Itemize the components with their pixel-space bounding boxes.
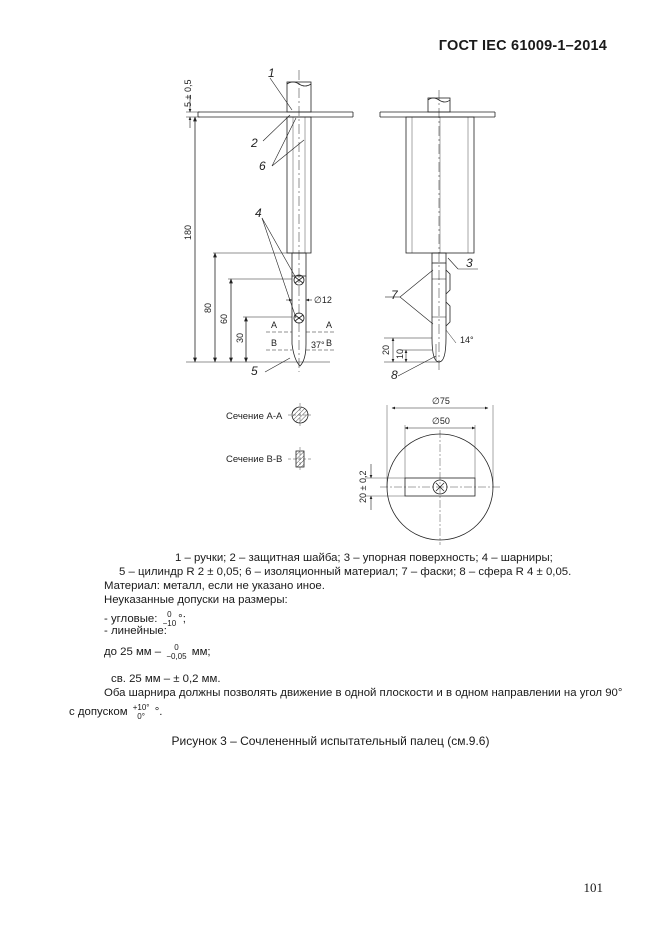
callout-5: 5: [251, 364, 258, 378]
dim-ang37-label: 37°: [311, 340, 325, 350]
dim-10-label: 10: [395, 348, 405, 359]
tolerance-suffix: °.: [154, 706, 163, 719]
tolerance-fraction: [133, 703, 150, 721]
dim-gap-label: 5 ± 0,5: [183, 79, 193, 107]
angular-lower: −10: [162, 619, 177, 628]
tolerance-lower: 0°: [137, 712, 145, 721]
section-a-right: A: [326, 320, 333, 330]
callout-8: 8: [391, 368, 398, 382]
tolerance-prefix: с допуском: [69, 706, 128, 719]
tolerance-heading: Неуказанные допуски на размеры:: [104, 594, 288, 606]
section-aa: [288, 403, 312, 427]
dim-dia50-label: ∅50: [432, 416, 450, 426]
angular-upper: 0: [167, 610, 172, 619]
callout-7: 7: [391, 288, 398, 302]
hinge-note: Оба шарнира должны позволять движение в одной плоскости и в одном направлении на угол 90°: [104, 687, 623, 699]
dim-w20-label: 20 ± 0,2: [358, 470, 368, 503]
figure-caption: Рисунок 3 – Сочлененный испытательный палец (см.9.6): [171, 734, 490, 748]
dim-180-label: 180: [183, 224, 193, 240]
upto25-lower: −0,05: [166, 652, 187, 661]
section-bb-label: Сечение B-B: [226, 454, 283, 465]
dim-80-label: 80: [203, 302, 213, 313]
dim-dia75-label: ∅75: [432, 396, 450, 406]
dim-60-label: 60: [219, 313, 229, 324]
section-aa-label: Сечение A-A: [226, 411, 283, 422]
dim-dia12-label: ∅12: [314, 295, 332, 305]
linear-label: - линейные:: [104, 625, 167, 637]
section-a-left: A: [271, 320, 278, 330]
section-b-right: B: [326, 338, 333, 348]
callout-1: 1: [268, 66, 275, 80]
dim-20-label: 20: [381, 344, 391, 355]
upto25-label: до 25 мм –: [104, 646, 162, 659]
section-bb: [288, 447, 312, 471]
over25-tolerance: св. 25 мм – ± 0,2 мм.: [111, 673, 221, 685]
upto25-upper: 0: [174, 643, 179, 652]
legend-line-1: 1 – ручки; 2 – защитная шайба; 3 – упорная поверхность; 4 – шарниры;: [175, 552, 553, 564]
upto25-tolerance: [104, 643, 211, 661]
side-view: [380, 90, 495, 376]
dim-ang14-label: 14°: [460, 335, 474, 345]
section-b-left: B: [271, 338, 278, 348]
hinge-tolerance: [69, 703, 162, 721]
callout-3: 3: [466, 256, 473, 270]
guard-plan-view: [365, 405, 500, 545]
angular-suffix: °;: [178, 613, 186, 626]
callout-4: 4: [255, 206, 262, 220]
tolerance-upper: +10°: [132, 703, 150, 712]
material-note: Материал: металл, если не указано иное.: [104, 580, 325, 592]
document-header: ГОСТ IEC 61009-1–2014: [438, 38, 607, 54]
legend-line-2: 5 – цилиндр R 2 ± 0,05; 6 – изоляционный материал; 7 – фаски; 8 – сфера R 4 ± 0,05.: [119, 566, 572, 578]
callout-6: 6: [259, 159, 266, 173]
callout-2: 2: [251, 136, 258, 150]
dim-30-label: 30: [235, 332, 245, 343]
angular-label: - угловые:: [104, 613, 158, 626]
upto25-fraction: [166, 643, 186, 661]
upto25-suffix: мм;: [191, 646, 211, 659]
page-number: 101: [583, 880, 603, 895]
